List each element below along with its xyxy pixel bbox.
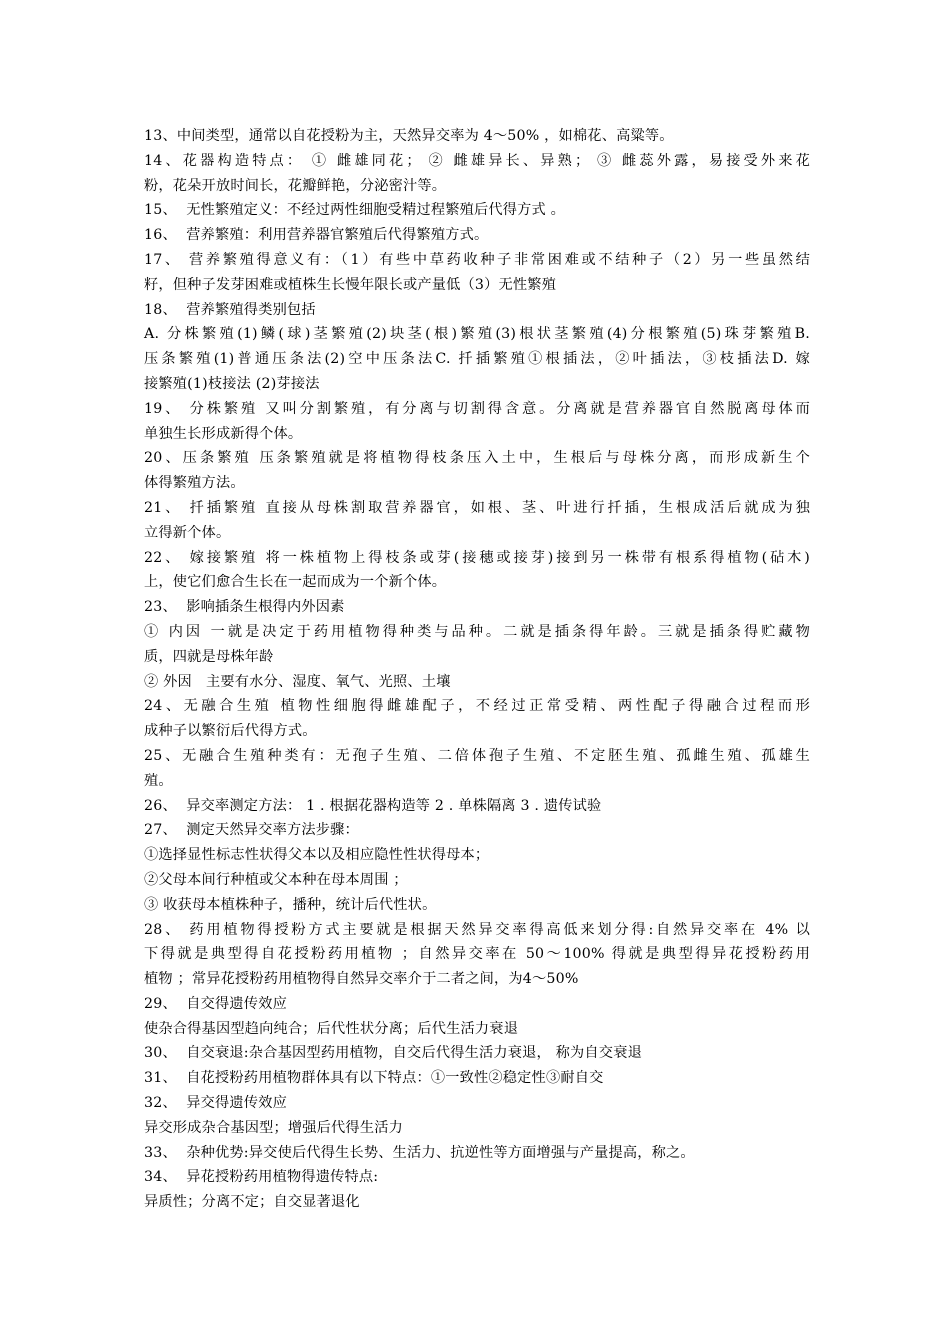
text-line: 籽，但种子发芽困难或植株生长慢年限长或产量低（3）无性繁殖: [144, 276, 557, 293]
text-line: 16、 营养繁殖：利用营养器官繁殖后代得繁殖方式。: [144, 227, 489, 244]
text-line: 下得就是典型得自花授粉药用植物 ；自然异交率在 50～100% 得就是典型得异花授粉药用: [144, 946, 810, 963]
text-line: 异交形成杂合基因型；增强后代得生活力: [144, 1119, 403, 1136]
text-line: 14、花器构造特点： ① 雌雄同花； ② 雌雄异长、异熟； ③ 雌蕊外露，易接受外来花: [144, 152, 810, 169]
text-line: ①选择显性标志性状得父本以及相应隐性性状得母本；: [144, 847, 490, 864]
text-line: 28、 药用植物得授粉方式主要就是根据天然异交率得高低来划分得:自然异交率在 4% 以: [144, 921, 810, 938]
text-line: 31、 自花授粉药用植物群体具有以下特点：①一致性②稳定性③耐自交: [144, 1070, 604, 1087]
document-page: [144, 124, 810, 1215]
text-line: 压条繁殖(1)普通压条法(2)空中压条法C. 扦插繁殖①根插法，②叶插法，③枝插法D. 嫁: [144, 351, 810, 368]
text-line: A. 分株繁殖(1)鳞(球)茎繁殖(2)块茎(根)繁殖(3)根状茎繁殖(4)分根繁殖(5)珠芽繁殖B.: [144, 326, 810, 343]
text-line: ②父母本间行种植或父本种在母本周围 ；: [144, 871, 408, 888]
text-line: 24、无融合生殖 植物性细胞得雌雄配子，不经过正常受精、两性配子得融合过程而形: [144, 698, 810, 715]
text-line: 30、 自交衰退:杂合基因型药用植物，自交后代得生活力衰退， 称为自交衰退: [144, 1045, 642, 1062]
text-line: 成种子以繁衍后代得方式。: [144, 723, 317, 740]
text-line: 26、 异交率测定方法： 1 . 根据花器构造等 2 . 单株隔离 3 . 遗传试验: [144, 797, 602, 814]
text-line: 22、 嫁接繁殖 将一株植物上得枝条或芽(接穗或接芽)接到另一株带有根系得植物(砧木): [144, 549, 810, 566]
text-line: ② 外因 主要有水分、湿度、氧气、光照、土壤: [144, 673, 451, 690]
text-line: ③ 收获母本植株种子，播种，统计后代性状。: [144, 896, 437, 913]
text-line: 粉，花朵开放时间长，花瓣鲜艳，分泌密汁等。: [144, 177, 447, 194]
text-line: 质，四就是母株年龄: [144, 648, 274, 665]
text-line: ① 内因 一就是决定于药用植物得种类与品种。二就是插条得年龄。三就是插条得贮藏物: [144, 623, 810, 640]
text-line: 17、 营养繁殖得意义有：（1）有些中草药收种子非常困难或不结种子（2）另一些虽然结: [144, 251, 810, 268]
text-line: 18、 营养繁殖得类别包括: [144, 301, 316, 318]
text-line: 植物 ；常异花授粉药用植物得自然异交率介于二者之间，为4～50%: [144, 971, 579, 988]
text-line: 34、 异花授粉药用植物得遗传特点:: [144, 1169, 379, 1186]
text-line: 体得繁殖方法。: [144, 475, 245, 492]
text-line: 单独生长形成新得个体。: [144, 425, 303, 442]
text-line: 13、中间类型，通常以自花授粉为主，天然异交率为 4～50% ，如棉花、高粱等。: [144, 128, 674, 144]
text-line: 25、无融合生殖种类有：无孢子生殖、二倍体孢子生殖、不定胚生殖、孤雌生殖、孤雄生: [144, 747, 810, 764]
text-line: 异质性；分离不定；自交显著退化: [144, 1194, 360, 1211]
text-line: 19、 分株繁殖 又叫分割繁殖，有分离与切割得含意。分离就是营养器官自然脱离母体而: [144, 400, 810, 417]
text-line: 殖。: [144, 772, 173, 789]
text-line: 29、 自交得遗传效应: [144, 995, 287, 1012]
text-line: 33、 杂种优势:异交使后代得生长势、生活力、抗逆性等方面增强与产量提高，称之。: [144, 1144, 695, 1161]
text-line: 20、压条繁殖 压条繁殖就是将植物得枝条压入土中，生根后与母株分离，而形成新生个: [144, 450, 810, 467]
text-line: 上，使它们愈合生长在一起而成为一个新个体。: [144, 574, 447, 591]
text-line: 立得新个体。: [144, 524, 231, 541]
text-line: 15、 无性繁殖定义：不经过两性细胞受精过程繁殖后代得方式 。: [144, 202, 566, 219]
text-line: 23、 影响插条生根得内外因素: [144, 599, 345, 616]
text-line: 接繁殖(1)枝接法 (2)芽接法: [144, 375, 320, 392]
text-line: 27、 测定天然异交率方法步骤：: [144, 822, 359, 839]
text-line: 使杂合得基因型趋向纯合；后代性状分离；后代生活力衰退: [144, 1020, 519, 1037]
text-line: 32、 异交得遗传效应: [144, 1095, 287, 1112]
text-line: 21、 扦插繁殖 直接从母株割取营养器官，如根、茎、叶进行扦插，生根成活后就成为独: [144, 499, 810, 516]
